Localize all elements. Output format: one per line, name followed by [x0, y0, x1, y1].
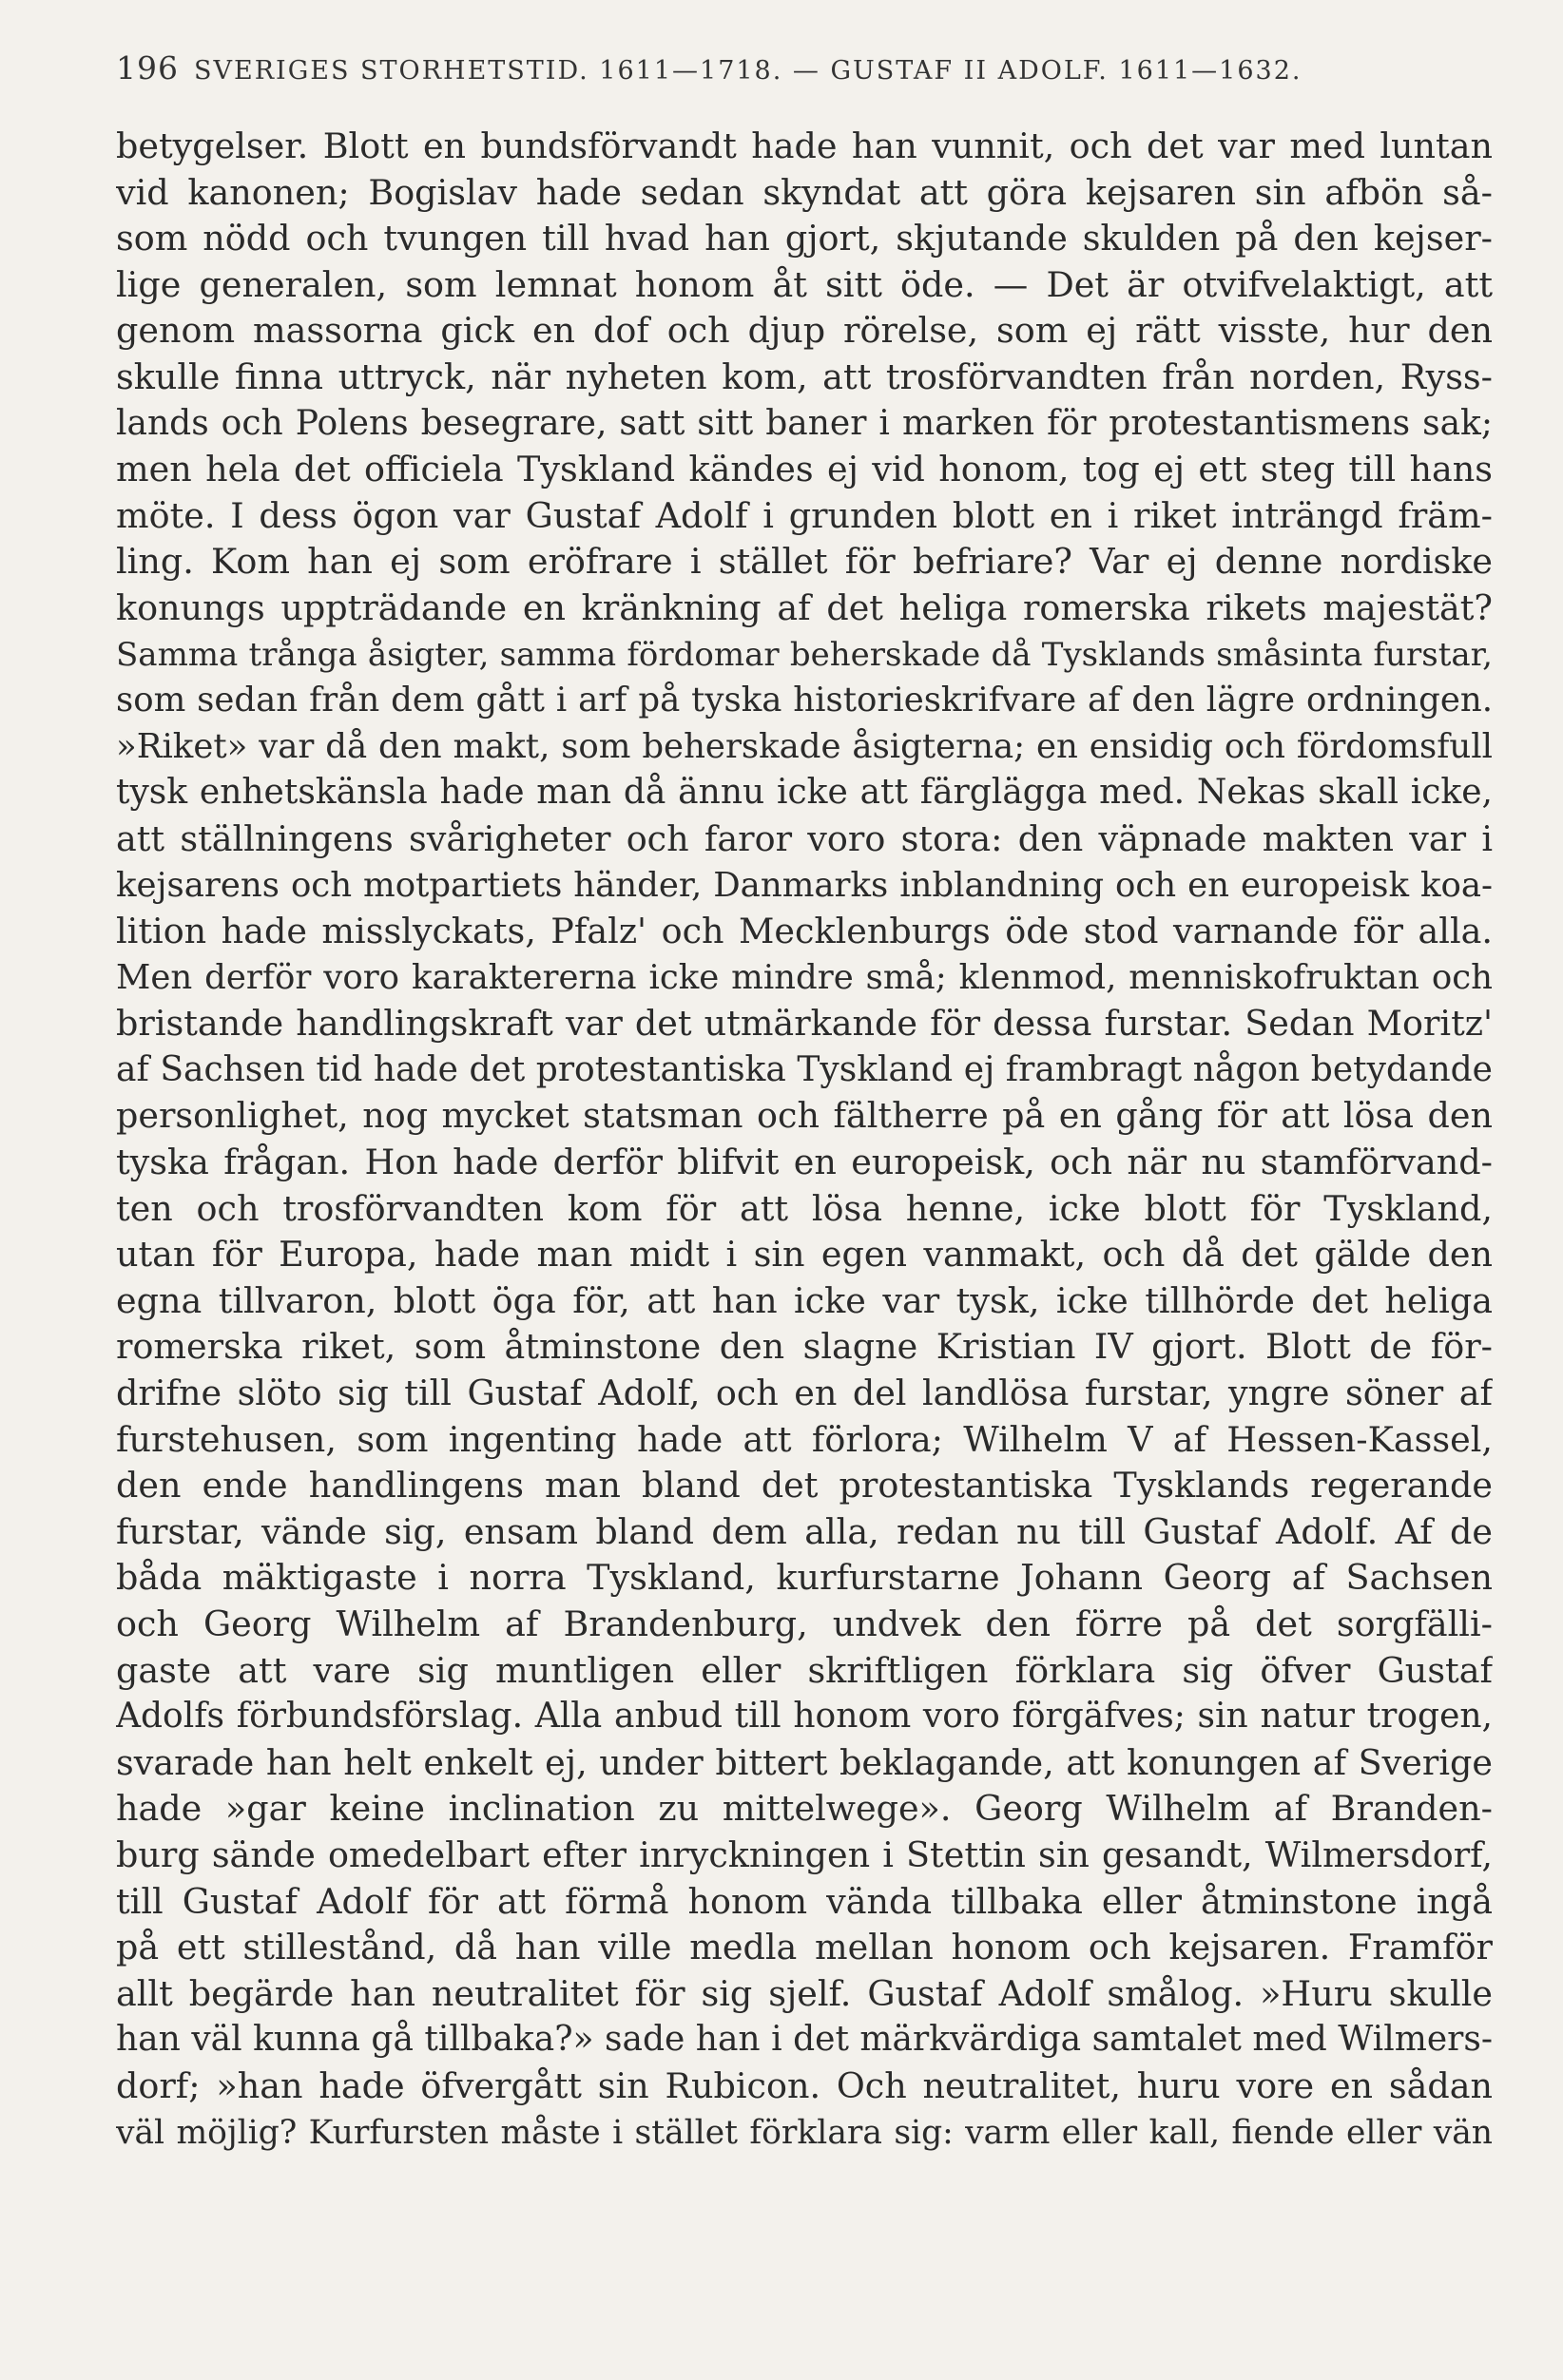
text-line: han väl kunna gå tillbaka?» sade han i det märkvärdiga samtalet med Wilmers-: [116, 2020, 1493, 2060]
text-line: möte. I dess ögon var Gustaf Adolf i grunden blott en i riket inträngd främ-: [116, 494, 1493, 536]
text-line: konungs uppträdande en kränkning af det heliga romerska rikets majestät?: [116, 586, 1493, 628]
text-line: betygelser. Blott en bundsförvandt hade han vunnit, och det var med luntan: [116, 125, 1493, 166]
text-line: furstehusen, som ingenting hade att förlora; Wilhelm V af Hessen-Kassel,: [116, 1418, 1493, 1460]
text-line: bristande handlingskraft var det utmärkande för dessa furstar. Sedan Moritz': [116, 1003, 1493, 1045]
page-number: 196: [116, 49, 179, 86]
text-line: Men derför voro karaktererna icke mindre små; klenmod, menniskofruktan och: [116, 957, 1493, 997]
text-line: den ende handlingens man bland det protestantiska Tysklands regerande: [116, 1465, 1493, 1507]
text-line: egna tillvaron, blott öga för, att han icke var tysk, icke tillhörde det heliga: [116, 1279, 1493, 1321]
text-line: men hela det officiela Tyskland kändes ej vid honom, tog ej ett steg till hans: [116, 449, 1493, 490]
text-line: burg sände omedelbart efter inryckningen i Stettin sin gesandt, Wilmersdorf,: [116, 1833, 1493, 1875]
text-line: romerska riket, som åtminstone den slagne Kristian IV gjort. Blott de för-: [116, 1326, 1493, 1368]
text-line: »Riket» var då den makt, som beherskade åsigterna; en ensidig och fördomsfull: [116, 726, 1493, 766]
body-text: [116, 124, 1493, 2156]
text-line: furstar, vände sig, ensam bland dem alla, redan nu till Gustaf Adolf. Af de: [116, 1510, 1493, 1552]
text-line: dorf; »han hade öfvergått sin Rubicon. Och neutralitet, huru vore en sådan: [116, 2064, 1493, 2106]
text-line: af Sachsen tid hade det protestantiska Tyskland ej frambragt någon betydande: [116, 1049, 1493, 1089]
text-line: gaste att vare sig muntligen eller skriftligen förklara sig öfver Gustaf: [116, 1649, 1493, 1691]
text-line: allt begärde han neutralitet för sig sjelf. Gustaf Adolf smålog. »Huru skulle: [116, 1972, 1493, 2014]
text-line: utan för Europa, hade man midt i sin egen vanmakt, och då det gälde den: [116, 1234, 1493, 1276]
running-header: [116, 49, 1495, 86]
text-line: ten och trosförvandten kom för att lösa henne, icke blott för Tyskland,: [116, 1187, 1493, 1229]
text-line: på ett stillestånd, då han ville medla mellan honom och kejsaren. Framför: [116, 1927, 1493, 1968]
text-line: tyska frågan. Hon hade derför blifvit en europeisk, och när nu stamförvand-: [116, 1142, 1493, 1183]
text-line: drifne slöto sig till Gustaf Adolf, och en del landlösa furstar, yngre söner af: [116, 1372, 1493, 1414]
text-line: lands och Polens besegrare, satt sitt baner i marken för protestantismens sak;: [116, 403, 1493, 443]
text-line: personlighet, nog mycket statsman och fältherre på en gång för att lösa den: [116, 1095, 1493, 1137]
text-line: att ställningens svårigheter och faror voro stora: den väpnade makten var i: [116, 817, 1493, 859]
text-line: båda mäktigaste i norra Tyskland, kurfurstarne Johann Georg af Sachsen: [116, 1557, 1493, 1599]
text-line: till Gustaf Adolf för att förmå honom vända tillbaka eller åtminstone ingå: [116, 1880, 1493, 1922]
text-line: vid kanonen; Bogislav hade sedan skyndat att göra kejsaren sin afbön så-: [116, 171, 1493, 213]
text-line: lition hade misslyckats, Pfalz' och Mecklenburgs öde stod varnande för alla.: [116, 911, 1493, 952]
text-line: hade »gar keine inclination zu mittelwege». Georg Wilhelm af Branden-: [116, 1788, 1493, 1830]
text-line: och Georg Wilhelm af Brandenburg, undvek den förre på det sorgfälli-: [116, 1603, 1493, 1644]
text-line: som sedan från dem gått i arf på tyska historieskrifvare af den lägre ordningen.: [116, 681, 1493, 720]
text-line: väl möjlig? Kurfursten måste i stället förklara sig: varm eller kall, fiende eller vän: [116, 2113, 1493, 2152]
text-line: Samma trånga åsigter, samma fördomar beherskade då Tysklands småsinta furstar,: [116, 635, 1493, 674]
text-line: skulle finna uttryck, när nyheten kom, att trosförvandten från norden, Ryss-: [116, 355, 1493, 397]
text-line: Adolfs förbundsförslag. Alla anbud till honom voro förgäfves; sin natur trogen,: [116, 1697, 1493, 1737]
text-line: lige generalen, som lemnat honom åt sitt öde. — Det är otvifvelaktigt, att: [116, 263, 1493, 305]
text-line: tysk enhetskänsla hade man då ännu icke att färglägga med. Nekas skall icke,: [116, 773, 1493, 813]
text-line: som nödd och tvungen till hvad han gjort, skjutande skulden på den kejser-: [116, 218, 1493, 259]
text-line: kejsarens och motpartiets händer, Danmarks inblandning och en europeisk koa-: [116, 865, 1493, 905]
text-line: ling. Kom han ej som eröfrare i stället för befriare? Var ej denne nordiske: [116, 541, 1493, 583]
text-line: genom massorna gick en dof och djup rörelse, som ej rätt visste, hur den: [116, 310, 1493, 352]
running-title: SVERIGES STORHETSTID. 1611—1718. — GUSTAF II ADOLF. 1611—1632.: [194, 56, 1302, 86]
text-line: svarade han helt enkelt ej, under bittert beklagande, att konungen af Sverige: [116, 1741, 1493, 1783]
